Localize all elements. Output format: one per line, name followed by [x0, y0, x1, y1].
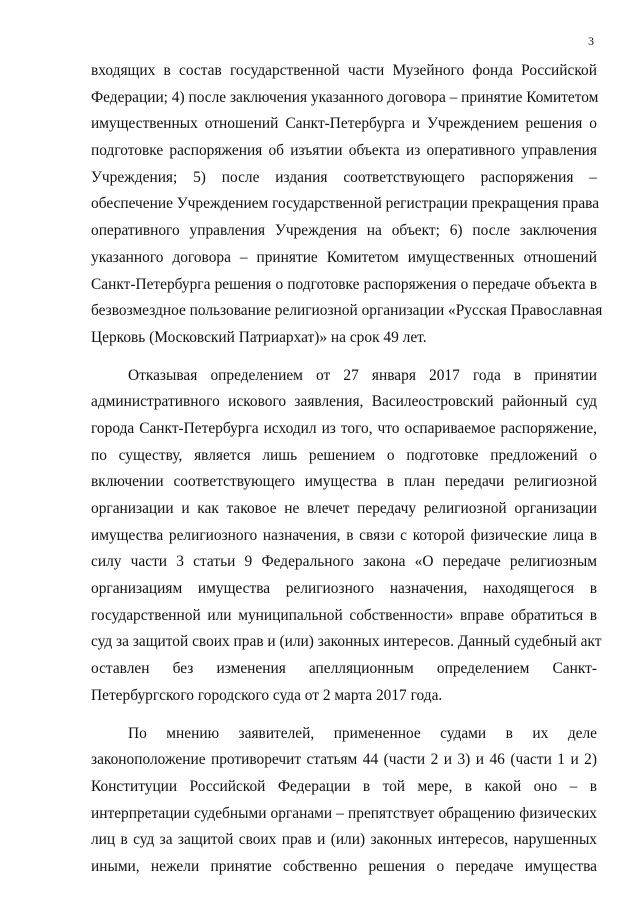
text-line: организации и как таковое не влечет передачу религиозной организации [91, 500, 597, 517]
text-line: Отказывая определением от 27 января 2017 года в принятии [128, 366, 597, 384]
text-line: включении соответствующего имущества в план передачи религиозной [91, 473, 597, 491]
text-line: подготовке распоряжения об изъятии объекта из оперативного управления [91, 142, 597, 160]
text-line: административного искового заявления, Василеостровский районный суд [91, 393, 597, 411]
text-line: Санкт-Петербурга решения о подготовке распоряжения о передаче объекта в [91, 275, 597, 293]
text-line: государственной или муниципальной собственности» вправе обратиться в [91, 606, 597, 624]
text-line: Федерации; 4) после заключения указанного договора – принятие Комитетом [91, 88, 599, 106]
text-line: города Санкт-Петербурга исходил из того, что оспариваемое распоряжение, [91, 419, 597, 437]
paragraph-1 [91, 58, 603, 352]
text-line: лиц в суд за защитой своих прав и (или) законных интересов, нарушенных [91, 831, 597, 849]
text-line: интерпретации судебными органами – препятствует обращению физических [91, 804, 597, 822]
text-line: силу части 3 статьи 9 Федерального закона «О передаче религиозным [91, 553, 597, 571]
text-line: законоположение противоречит статьям 44 (части 2 и 3) и 46 (части 1 и 2) [91, 751, 597, 769]
text-line: указанного договора – принятие Комитетом имущественных отношений [91, 248, 597, 266]
text-line: оставлен без изменения апелляционным определением Санкт- [91, 660, 597, 678]
text-line: По мнению заявителей, примененное судами в их деле [128, 724, 597, 742]
text-line: обеспечение Учреждением государственной регистрации прекращения права [91, 195, 600, 213]
page-number: 3 [588, 34, 594, 48]
text-line: оперативного управления Учреждения на объект; 6) после заключения [91, 222, 597, 240]
text-line: имущественных отношений Санкт-Петербурга и Учреждением решения о [91, 115, 597, 133]
paragraph-2 [91, 363, 602, 710]
text-line: Учреждения; 5) после издания соответствующего распоряжения – [91, 168, 597, 186]
document-body [91, 58, 603, 881]
text-line: организациям имущества религиозного назначения, находящегося в [91, 580, 597, 598]
text-line: иными, нежели принятие собственно решения о передаче имущества [91, 857, 597, 875]
text-line: входящих в состав государственной части Музейного фонда Российской [91, 62, 597, 79]
text-line: Конституции Российской Федерации в той мере, в какой оно – в [91, 777, 597, 795]
text-line: Церковь (Московский Патриархат)» на срок 49 лет. [91, 328, 427, 346]
text-line: безвозмездное пользование религиозной организации «Русская Православная [91, 302, 603, 320]
text-line: имущества религиозного назначения, в связи с которой физические лица в [91, 526, 597, 544]
paragraph-3 [91, 721, 597, 881]
text-line: суд за защитой своих прав и (или) законных интересов. Данный судебный акт [91, 633, 602, 651]
text-line: Петербургского городского суда от 2 марта 2017 года. [91, 686, 443, 704]
text-line: по существу, является лишь решением о подготовке предложений о [91, 446, 597, 464]
